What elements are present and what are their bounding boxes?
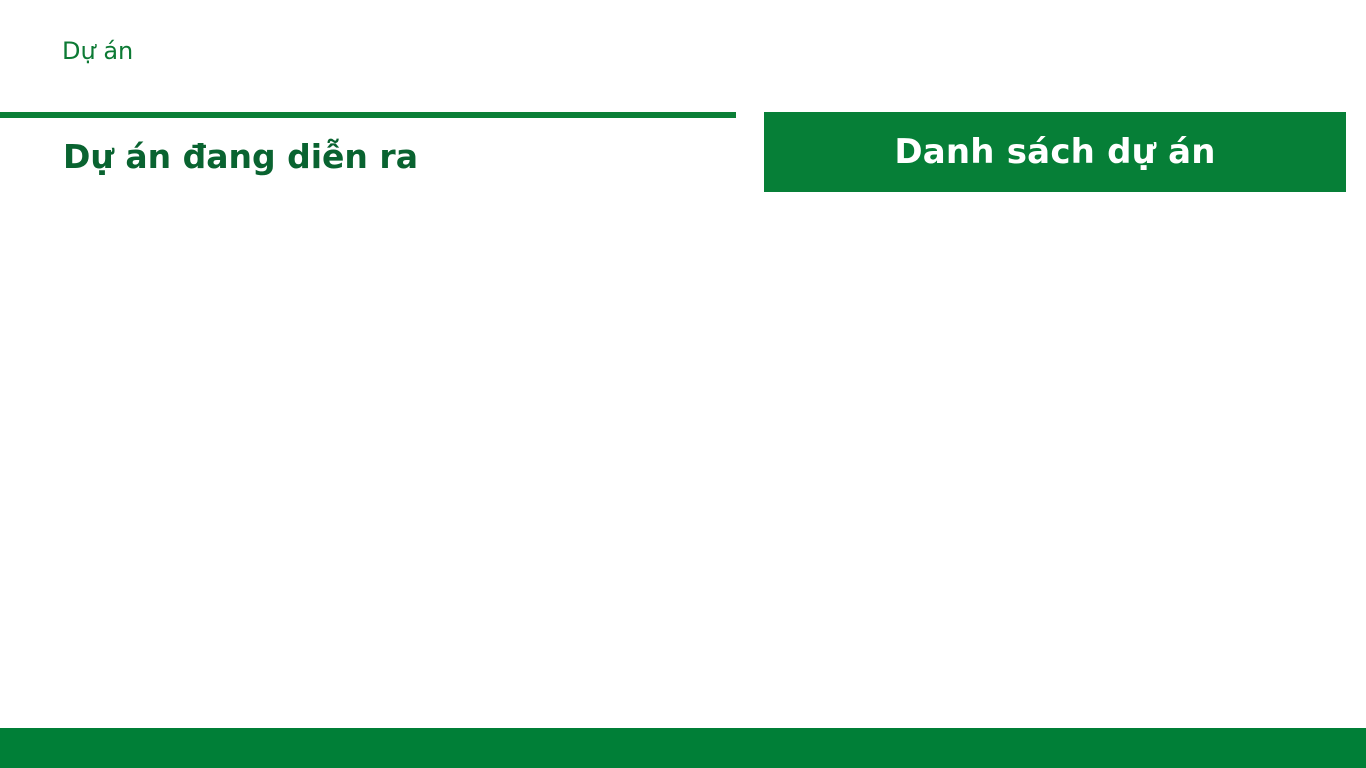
content-area [0,192,1366,728]
tab-ongoing-projects-label: Dự án đang diễn ra [63,137,418,176]
project-list-button[interactable] [764,112,1346,192]
footer-bar [0,728,1366,768]
project-list-button-label: Danh sách dự án [894,132,1216,172]
tab-ongoing-projects[interactable] [0,112,736,192]
breadcrumb: Dự án [62,37,134,65]
